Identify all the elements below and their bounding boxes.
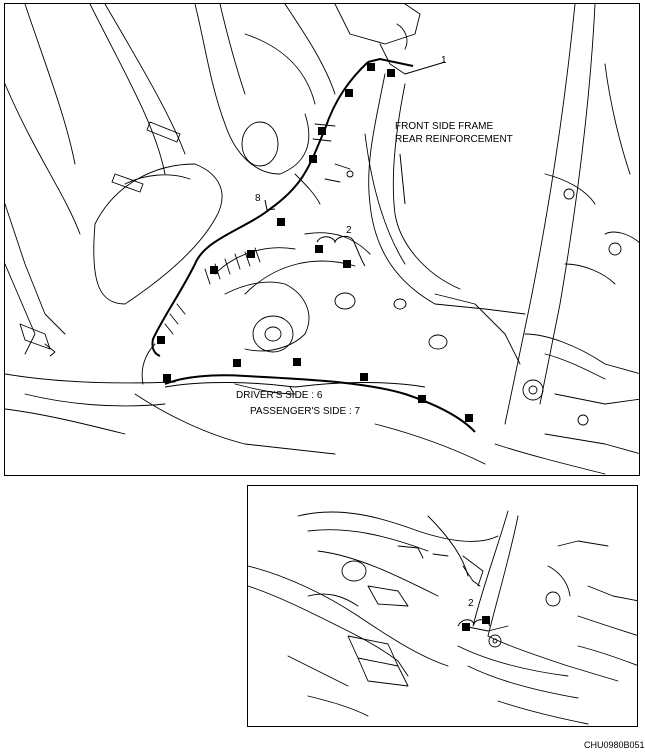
inset-callout-2: 2 [468, 598, 474, 609]
front-side-frame-label-line2: REAR REINFORCEMENT [395, 134, 513, 145]
square-marker-icon [387, 69, 395, 77]
square-marker-icon [482, 616, 490, 624]
square-marker-icon [315, 245, 323, 253]
main-illustration [4, 3, 640, 476]
square-marker-icon [293, 358, 301, 366]
square-marker-icon [309, 155, 317, 163]
inset-drawing [248, 486, 638, 727]
square-marker-icon [343, 260, 351, 268]
front-side-frame-label-line1: FRONT SIDE FRAME [395, 121, 494, 132]
square-marker-icon [277, 218, 285, 226]
square-marker-icon [462, 623, 470, 631]
square-marker-icon [418, 395, 426, 403]
callout-1: 1 [441, 55, 447, 66]
drivers-side-label: DRIVER'S SIDE : 6 [236, 390, 323, 401]
figure-code: CHU0980B051 [584, 740, 645, 750]
weld-point-markers [157, 63, 473, 422]
square-marker-icon [247, 250, 255, 258]
square-marker-icon [345, 89, 353, 97]
square-marker-icon [318, 127, 326, 135]
callout-8: 8 [255, 193, 261, 204]
square-marker-icon [157, 336, 165, 344]
passengers-side-label: PASSENGER'S SIDE : 7 [250, 406, 361, 417]
square-marker-icon [233, 359, 241, 367]
square-marker-icon [465, 414, 473, 422]
square-marker-icon [367, 63, 375, 71]
inset-detail-view [247, 485, 638, 727]
square-marker-icon [210, 266, 218, 274]
square-marker-icon [163, 374, 171, 382]
callout-2: 2 [346, 225, 352, 236]
square-marker-icon [360, 373, 368, 381]
front-side-frame-label [395, 120, 513, 146]
